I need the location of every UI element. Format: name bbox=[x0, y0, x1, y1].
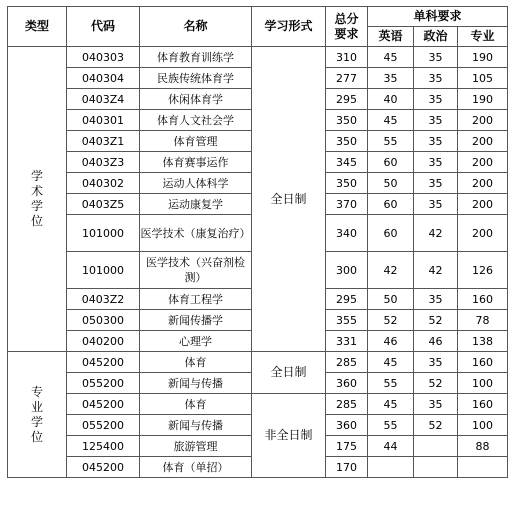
cell-major: 190 bbox=[458, 47, 508, 68]
table-row bbox=[8, 352, 508, 373]
cell-politics bbox=[414, 436, 458, 457]
cell-total: 370 bbox=[326, 194, 368, 215]
cell-code: 040302 bbox=[67, 173, 140, 194]
cell-major: 160 bbox=[458, 394, 508, 415]
cell-major: 88 bbox=[458, 436, 508, 457]
cell-code: 040303 bbox=[67, 47, 140, 68]
table-row bbox=[8, 47, 508, 68]
cell-code: 050300 bbox=[67, 310, 140, 331]
cell-major: 200 bbox=[458, 152, 508, 173]
cell-mode: 非全日制 bbox=[252, 394, 326, 478]
cell-politics: 46 bbox=[414, 331, 458, 352]
cell-name: 体育管理 bbox=[140, 131, 252, 152]
cell-english: 45 bbox=[368, 394, 414, 415]
cell-english: 45 bbox=[368, 47, 414, 68]
cell-politics: 35 bbox=[414, 173, 458, 194]
cell-total: 355 bbox=[326, 310, 368, 331]
cell-name: 体育教育训练学 bbox=[140, 47, 252, 68]
cell-english: 45 bbox=[368, 110, 414, 131]
cell-code: 055200 bbox=[67, 373, 140, 394]
cell-english bbox=[368, 457, 414, 478]
cell-name: 体育（单招） bbox=[140, 457, 252, 478]
cell-major: 200 bbox=[458, 194, 508, 215]
cell-major: 100 bbox=[458, 373, 508, 394]
cell-total: 285 bbox=[326, 352, 368, 373]
cell-mode: 全日制 bbox=[252, 47, 326, 352]
cell-english: 60 bbox=[368, 194, 414, 215]
cell-english: 46 bbox=[368, 331, 414, 352]
cell-code: 0403Z1 bbox=[67, 131, 140, 152]
cell-name: 医学技术（兴奋剂检测） bbox=[140, 252, 252, 289]
cell-name: 体育 bbox=[140, 394, 252, 415]
cell-english: 42 bbox=[368, 252, 414, 289]
cell-code: 040301 bbox=[67, 110, 140, 131]
cell-major: 190 bbox=[458, 89, 508, 110]
cell-code: 045200 bbox=[67, 394, 140, 415]
score-requirements-table bbox=[7, 6, 508, 478]
cell-name: 体育工程学 bbox=[140, 289, 252, 310]
cell-total: 360 bbox=[326, 373, 368, 394]
cell-name: 运动人体科学 bbox=[140, 173, 252, 194]
cell-english: 50 bbox=[368, 173, 414, 194]
cell-total: 350 bbox=[326, 131, 368, 152]
cell-code: 125400 bbox=[67, 436, 140, 457]
cell-english: 50 bbox=[368, 289, 414, 310]
cell-code: 045200 bbox=[67, 352, 140, 373]
cell-total: 345 bbox=[326, 152, 368, 173]
cell-english: 55 bbox=[368, 131, 414, 152]
cell-name: 休闲体育学 bbox=[140, 89, 252, 110]
cell-total: 310 bbox=[326, 47, 368, 68]
cell-politics bbox=[414, 457, 458, 478]
header-major: 专业 bbox=[458, 27, 508, 47]
cell-mode: 全日制 bbox=[252, 352, 326, 394]
cell-total: 350 bbox=[326, 173, 368, 194]
header-mode: 学习形式 bbox=[252, 7, 326, 47]
cell-politics: 52 bbox=[414, 373, 458, 394]
table-row bbox=[8, 394, 508, 415]
cell-code: 101000 bbox=[67, 215, 140, 252]
cell-total: 300 bbox=[326, 252, 368, 289]
header-category: 类型 bbox=[8, 7, 67, 47]
cell-name: 新闻传播学 bbox=[140, 310, 252, 331]
cell-total: 285 bbox=[326, 394, 368, 415]
cell-major: 78 bbox=[458, 310, 508, 331]
cell-major: 138 bbox=[458, 331, 508, 352]
cell-major bbox=[458, 457, 508, 478]
cell-politics: 35 bbox=[414, 394, 458, 415]
cell-politics: 42 bbox=[414, 252, 458, 289]
cell-total: 295 bbox=[326, 289, 368, 310]
cell-total: 350 bbox=[326, 110, 368, 131]
cell-total: 295 bbox=[326, 89, 368, 110]
header-english: 英语 bbox=[368, 27, 414, 47]
cell-code: 045200 bbox=[67, 457, 140, 478]
cell-politics: 35 bbox=[414, 194, 458, 215]
cell-politics: 35 bbox=[414, 110, 458, 131]
cell-major: 200 bbox=[458, 110, 508, 131]
cell-name: 体育人文社会学 bbox=[140, 110, 252, 131]
cell-politics: 52 bbox=[414, 415, 458, 436]
cell-english: 45 bbox=[368, 352, 414, 373]
cell-english: 55 bbox=[368, 415, 414, 436]
cell-english: 60 bbox=[368, 152, 414, 173]
cell-name: 民族传统体育学 bbox=[140, 68, 252, 89]
cell-major: 100 bbox=[458, 415, 508, 436]
cell-politics: 35 bbox=[414, 47, 458, 68]
cell-name: 体育 bbox=[140, 352, 252, 373]
cell-name: 体育赛事运作 bbox=[140, 152, 252, 173]
cell-politics: 42 bbox=[414, 215, 458, 252]
cell-name: 心理学 bbox=[140, 331, 252, 352]
cell-code: 040304 bbox=[67, 68, 140, 89]
cell-politics: 35 bbox=[414, 152, 458, 173]
header-single: 单科要求 bbox=[368, 7, 508, 27]
cell-english: 35 bbox=[368, 68, 414, 89]
cell-major: 160 bbox=[458, 352, 508, 373]
cell-name: 新闻与传播 bbox=[140, 373, 252, 394]
cell-name: 运动康复学 bbox=[140, 194, 252, 215]
cell-english: 44 bbox=[368, 436, 414, 457]
cell-code: 0403Z4 bbox=[67, 89, 140, 110]
cell-english: 55 bbox=[368, 373, 414, 394]
cell-politics: 52 bbox=[414, 310, 458, 331]
cell-code: 055200 bbox=[67, 415, 140, 436]
category-professional: 专 业 学 位 bbox=[8, 352, 67, 478]
cell-major: 105 bbox=[458, 68, 508, 89]
cell-total: 277 bbox=[326, 68, 368, 89]
cell-politics: 35 bbox=[414, 68, 458, 89]
cell-english: 40 bbox=[368, 89, 414, 110]
cell-politics: 35 bbox=[414, 89, 458, 110]
cell-total: 170 bbox=[326, 457, 368, 478]
cell-major: 160 bbox=[458, 289, 508, 310]
header-politics: 政治 bbox=[414, 27, 458, 47]
cell-total: 331 bbox=[326, 331, 368, 352]
cell-code: 101000 bbox=[67, 252, 140, 289]
cell-english: 60 bbox=[368, 215, 414, 252]
cell-politics: 35 bbox=[414, 289, 458, 310]
cell-major: 126 bbox=[458, 252, 508, 289]
cell-politics: 35 bbox=[414, 131, 458, 152]
cell-total: 175 bbox=[326, 436, 368, 457]
cell-total: 340 bbox=[326, 215, 368, 252]
header-total: 总分要求 bbox=[326, 7, 368, 47]
cell-politics: 35 bbox=[414, 352, 458, 373]
category-academic: 学 术 学 位 bbox=[8, 47, 67, 352]
cell-major: 200 bbox=[458, 173, 508, 194]
cell-major: 200 bbox=[458, 215, 508, 252]
header-name: 名称 bbox=[140, 7, 252, 47]
header-code: 代码 bbox=[67, 7, 140, 47]
cell-major: 200 bbox=[458, 131, 508, 152]
cell-code: 0403Z2 bbox=[67, 289, 140, 310]
cell-code: 0403Z5 bbox=[67, 194, 140, 215]
cell-english: 52 bbox=[368, 310, 414, 331]
cell-name: 旅游管理 bbox=[140, 436, 252, 457]
cell-name: 医学技术（康复治疗） bbox=[140, 215, 252, 252]
cell-code: 0403Z3 bbox=[67, 152, 140, 173]
cell-name: 新闻与传播 bbox=[140, 415, 252, 436]
cell-total: 360 bbox=[326, 415, 368, 436]
cell-code: 040200 bbox=[67, 331, 140, 352]
